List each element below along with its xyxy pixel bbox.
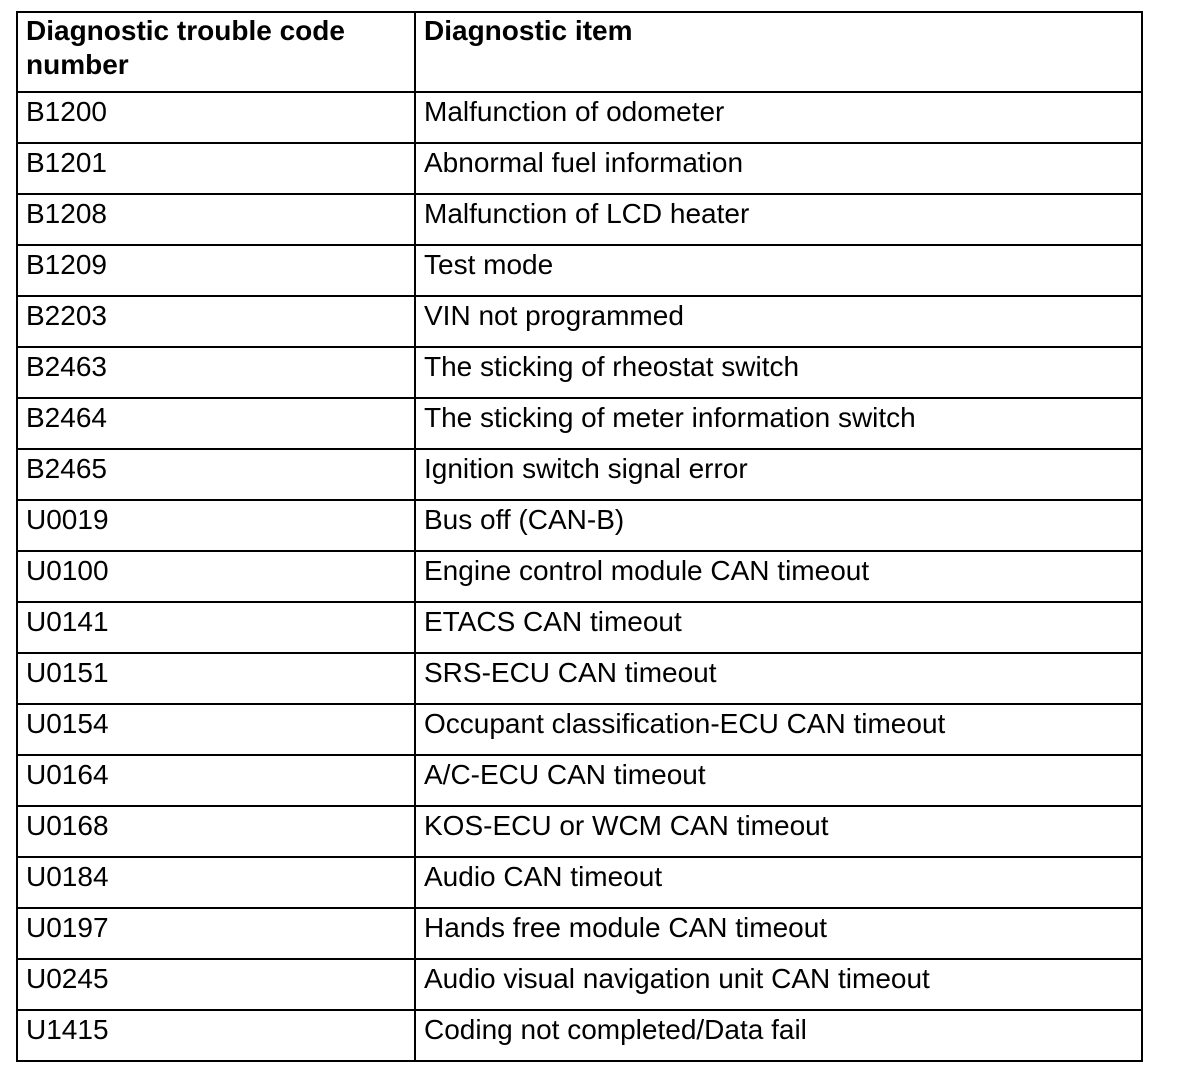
dtc-code-cell: U0197 [17,908,415,959]
table-row [17,551,1142,602]
table-row [17,92,1142,143]
diagnostic-item-cell: VIN not programmed [415,296,1142,347]
dtc-code-cell: U0245 [17,959,415,1010]
header-item: Diagnostic item [415,12,1142,92]
diagnostic-item-cell: Coding not completed/Data fail [415,1010,1142,1061]
diagnostic-item-cell: Occupant classification-ECU CAN timeout [415,704,1142,755]
table-row [17,602,1142,653]
dtc-code-cell: U0100 [17,551,415,602]
dtc-code-cell: U0154 [17,704,415,755]
diagnostic-item-cell: Malfunction of odometer [415,92,1142,143]
table-row [17,857,1142,908]
diagnostic-item-cell: The sticking of meter information switch [415,398,1142,449]
table-row [17,449,1142,500]
diagnostic-item-cell: Engine control module CAN timeout [415,551,1142,602]
table-row [17,143,1142,194]
diagnostic-item-cell: Audio CAN timeout [415,857,1142,908]
dtc-code-cell: U1415 [17,1010,415,1061]
dtc-code-cell: B1201 [17,143,415,194]
diagnostic-item-cell: ETACS CAN timeout [415,602,1142,653]
table-row [17,245,1142,296]
dtc-code-cell: U0164 [17,755,415,806]
dtc-code-cell: U0019 [17,500,415,551]
dtc-code-cell: B2203 [17,296,415,347]
dtc-code-cell: B1208 [17,194,415,245]
table-row [17,194,1142,245]
dtc-code-cell: B1200 [17,92,415,143]
table-row [17,959,1142,1010]
table-row [17,1010,1142,1061]
table-body [17,92,1142,1061]
table-row [17,347,1142,398]
table-row [17,398,1142,449]
table-row [17,653,1142,704]
header-row [17,12,1142,92]
diagnostic-item-cell: The sticking of rheostat switch [415,347,1142,398]
dtc-code-cell: U0151 [17,653,415,704]
diagnostic-item-cell: A/C-ECU CAN timeout [415,755,1142,806]
diagnostic-item-cell: SRS-ECU CAN timeout [415,653,1142,704]
dtc-code-cell: U0168 [17,806,415,857]
diagnostic-item-cell: Test mode [415,245,1142,296]
diagnostic-item-cell: Bus off (CAN-B) [415,500,1142,551]
dtc-code-cell: B2465 [17,449,415,500]
table-row [17,806,1142,857]
table-row [17,296,1142,347]
diagnostic-item-cell: Ignition switch signal error [415,449,1142,500]
dtc-code-cell: U0141 [17,602,415,653]
table-row [17,704,1142,755]
table-row [17,908,1142,959]
diagnostic-item-cell: Hands free module CAN timeout [415,908,1142,959]
diagnostic-item-cell: Audio visual navigation unit CAN timeout [415,959,1142,1010]
dtc-code-cell: B1209 [17,245,415,296]
dtc-code-cell: B2463 [17,347,415,398]
dtc-table [16,11,1143,1062]
header-code: Diagnostic trouble code number [17,12,415,92]
dtc-code-cell: B2464 [17,398,415,449]
table-row [17,755,1142,806]
diagnostic-item-cell: Malfunction of LCD heater [415,194,1142,245]
diagnostic-item-cell: KOS-ECU or WCM CAN timeout [415,806,1142,857]
dtc-code-cell: U0184 [17,857,415,908]
table-row [17,500,1142,551]
diagnostic-item-cell: Abnormal fuel information [415,143,1142,194]
